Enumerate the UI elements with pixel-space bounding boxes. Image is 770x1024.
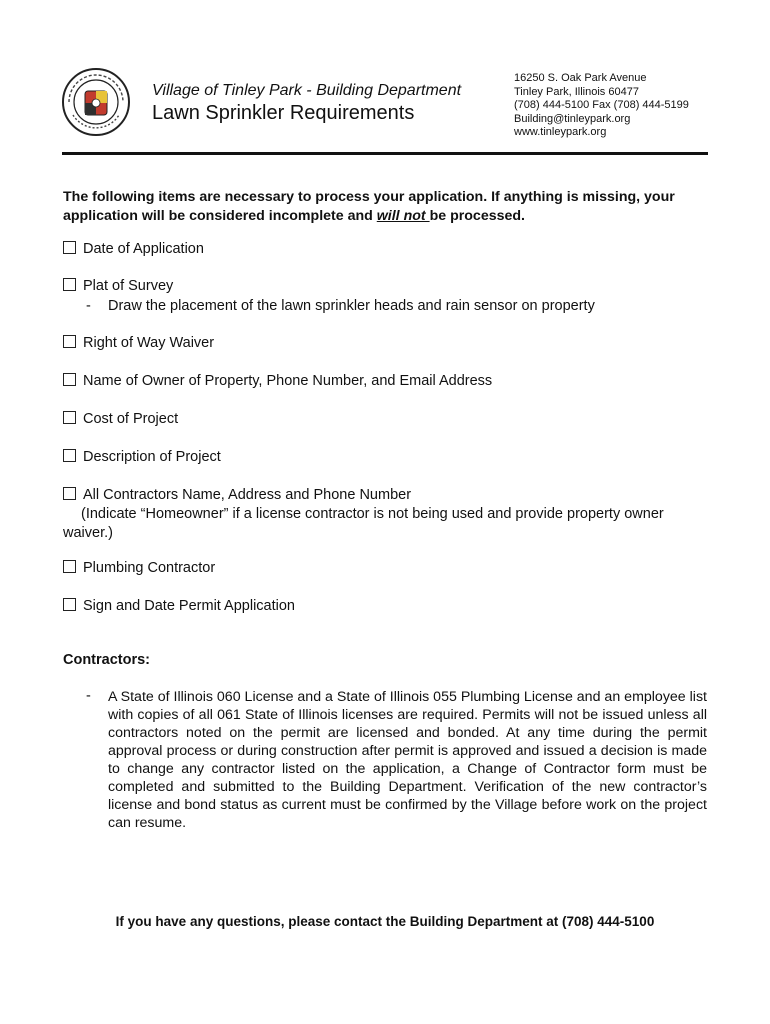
checkbox[interactable] — [63, 335, 76, 348]
checkbox[interactable] — [63, 449, 76, 462]
checklist-sub-item: - Draw the placement of the lawn sprinkler heads and rain sensor on property — [86, 298, 595, 314]
checklist-item[interactable]: Right of Way Waiver — [63, 334, 214, 353]
contractors-paragraph: A State of Illinois 060 License and a State of Illinois 055 Plumbing License and an employee list with copies of all 061 State of Illinois licenses are required. Permits will not be issued unless all contractors noted on the permit are licensed and bonded. At any time during the permit approval process or during construction after permit is approved and issued a decision is made to change any contractor listed on the application, a Change of Contractor form must be completed and submitted to the Building Department. Verification of the new contractor’s license and bond status as current must be confirmed by the Village before work on the project can resume. — [108, 689, 707, 831]
intro-text-end: be processed. — [429, 207, 525, 224]
intro-text: The following items are necessary to process your application. If anything is missing, your application will be considered incomplete and — [63, 189, 675, 224]
checkbox[interactable] — [63, 598, 76, 611]
checklist-item[interactable]: All Contractors Name, Address and Phone Number — [63, 486, 411, 505]
checklist-note: (Indicate “Homeowner” if a license contractor is not being used and provide property owner waiver.) — [63, 506, 664, 541]
address-line-email[interactable]: Building@tinleypark.org — [514, 112, 631, 125]
checklist-item[interactable]: Cost of Project — [63, 410, 178, 429]
checkbox[interactable] — [63, 278, 76, 291]
checkbox[interactable] — [63, 411, 76, 424]
checklist-item[interactable]: Description of Project — [63, 448, 221, 467]
contractors-heading: Contractors: — [63, 652, 151, 668]
header-divider — [62, 152, 708, 155]
checklist-item[interactable]: Name of Owner of Property, Phone Number, and Email Address — [63, 372, 492, 391]
address-line-website[interactable]: www.tinleypark.org — [514, 126, 607, 138]
checkbox[interactable] — [63, 560, 76, 573]
checkbox[interactable] — [63, 241, 76, 254]
intro-paragraph — [63, 188, 713, 225]
bullet-dash: - — [86, 688, 91, 704]
page-title: Lawn Sprinkler Requirements — [152, 102, 415, 124]
contact-address-block — [514, 72, 689, 140]
address-line-street: 16250 S. Oak Park Avenue — [514, 72, 647, 84]
checklist-item[interactable]: Plumbing Contractor — [63, 559, 215, 578]
address-line-city: Tinley Park, Illinois 60477 — [514, 85, 639, 98]
address-line-phone: (708) 444-5100 Fax (708) 444-5199 — [514, 99, 689, 111]
checklist-item[interactable]: Plat of Survey — [63, 277, 173, 296]
village-seal-icon — [61, 67, 131, 137]
checkbox[interactable] — [63, 373, 76, 386]
checkbox[interactable] — [63, 487, 76, 500]
department-name: Village of Tinley Park - Building Department — [152, 82, 462, 99]
intro-emphasis: will not — [376, 207, 430, 224]
checklist-item[interactable]: Sign and Date Permit Application — [63, 597, 295, 616]
checklist-item[interactable]: Date of Application — [63, 240, 204, 259]
footer-contact-note: If you have any questions, please contact the Building Department at (708) 444-5100 — [115, 914, 655, 929]
